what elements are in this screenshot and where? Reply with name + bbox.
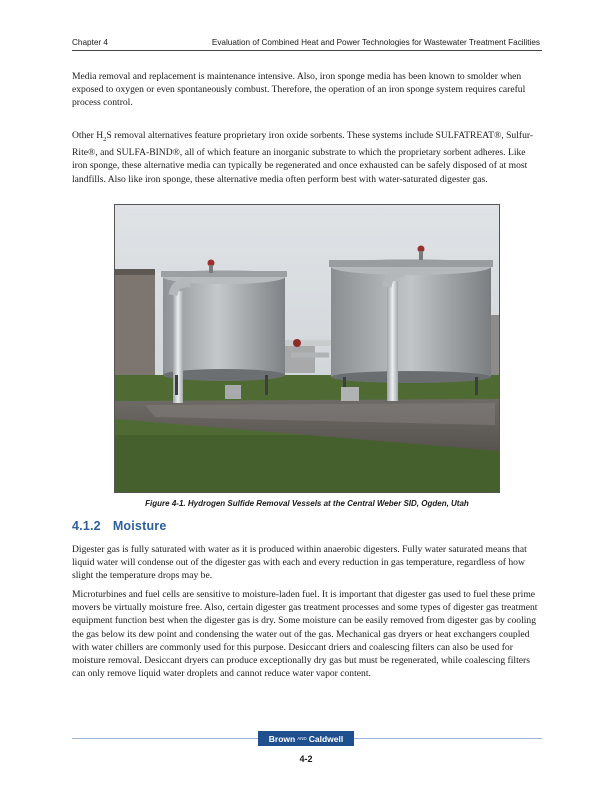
report-title: Evaluation of Combined Heat and Power Technologies for Wastewater Treatment Facilities [211,38,540,47]
section-title: Moisture [112,519,167,533]
page-header [72,37,540,51]
page-number: 4-2 [299,754,313,764]
paragraph-iron-oxide-sorbents [72,129,542,186]
building-left [115,269,155,389]
pipe-right [387,281,398,401]
section-heading [72,519,167,533]
header-divider [72,50,542,51]
section-number: 4.1.2 [72,519,101,533]
subscript-2: 2 [103,135,107,143]
chapter-label: Chapter 4 [72,38,108,47]
logo-and: AND [297,736,307,741]
p2-text-b: S removal alternatives feature proprietary iron oxide sorbents. These systems include SULFATREAT®, Sulfur-Rite®, and SULFA-BIND®, all of which feature an inorganic substrate to which the proprietary sorbent adheres. Like iron sponge, these alternative media can typically be regenerated and once exhausted can be safely disposed of at most landfills. Also like iron sponge, these alternative media often perform best with water-saturated digester gas. [72,130,534,185]
tank-right [331,267,491,377]
logo-caldwell: Caldwell [308,733,344,744]
figure-photo [114,204,500,493]
figure-caption: Figure 4-1. Hydrogen Sulfide Removal Vessels at the Central Weber SID, Ogden, Utah [145,499,469,508]
vessels-photo-illustration [115,205,499,492]
paragraph-saturation: Digester gas is fully saturated with water as it is produced within anaerobic digesters. Fully water saturated means that liquid water will condense out of the digester gas with each and every reduction in gas temperature, regardless of how slight the temperature drops may be. [72,544,527,582]
brown-and-caldwell-logo [258,731,354,746]
logo-brown: Brown [268,733,296,744]
paragraph-iron-sponge: Media removal and replacement is maintenance intensive. Also, iron sponge media has been known to smolder when exposed to oxygen or even spontaneously combust. Therefore, the operation of an iron sponge system requires careful process control. [72,71,526,109]
p2-text-a: Other H [72,130,104,141]
paragraph-moisture-removal: Microturbines and fuel cells are sensitive to moisture-laden fuel. It is important that digester gas used to fuel these prime movers be virtually moisture free. Also, certain digester gas treatment processes and some types of digester gas treatment equipment function best when the digester gas is dry. Some moisture can be easily removed from digester gas by cooling the gas below its dew point and condensing the water out of the gas. Mechanical gas dryers or heat exchangers coupled with water chillers are commonly used for this purpose. Desiccant driers and coalescing filters can also be used for moisture removal. Desiccant dryers can produce exceptionally dry gas but must be regenerated, while coalescing filters can only remove liquid water droplets and cannot reduce water vapor content. [72,589,538,680]
